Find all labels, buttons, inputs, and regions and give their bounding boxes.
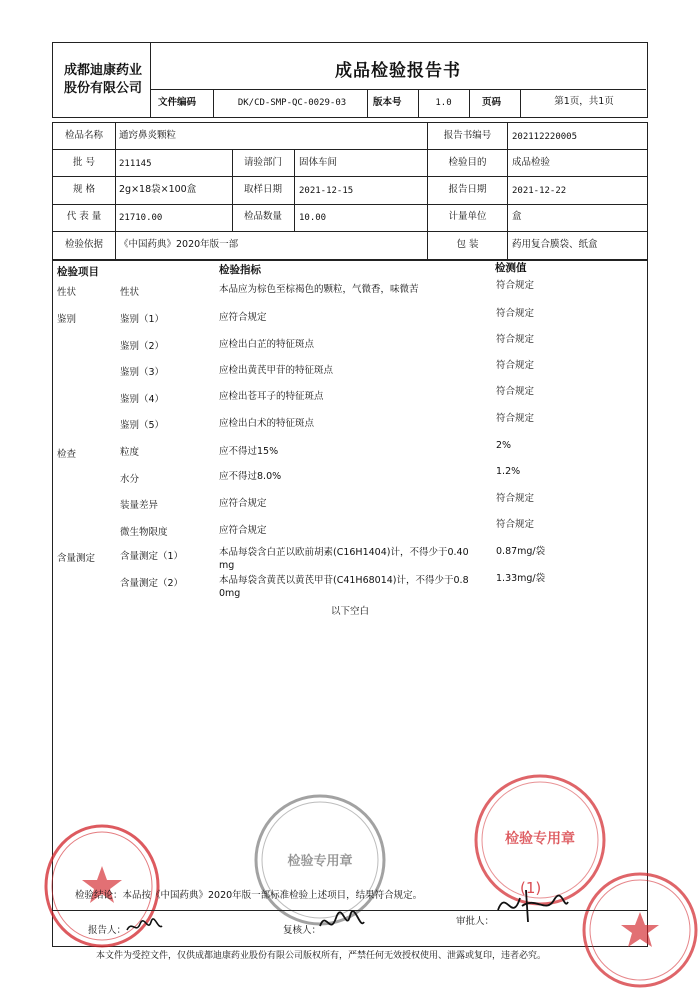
result-group: 含量测定	[57, 553, 96, 564]
result-spec: 应不得过8.0%	[219, 471, 282, 482]
result-value: 1.2%	[496, 466, 521, 477]
header-cell-divider	[469, 89, 470, 117]
result-value: 符合规定	[496, 493, 535, 504]
right-stamp-center-text: 检验专用章	[505, 831, 575, 847]
result-spec: 本品应为棕色至棕褐色的颗粒，气微香，味微苦	[219, 284, 419, 295]
report-date-label: 报告日期	[448, 184, 487, 195]
col-value-header: 检测值	[495, 262, 527, 274]
batch-label: 批 号	[72, 157, 96, 168]
result-spec: 应符合规定	[219, 498, 267, 509]
rep-qty-label: 代 表 量	[66, 211, 102, 222]
report-no-label: 报告书编号	[443, 130, 492, 141]
result-value: 符合规定	[496, 519, 535, 530]
product-name-label: 检品名称	[64, 130, 103, 141]
header-cell-divider	[418, 89, 419, 117]
approver-label: 审批人：	[456, 916, 495, 927]
result-item: 鉴别（4）	[120, 394, 165, 405]
approver-signature-graphic	[492, 880, 572, 930]
approver-signature	[492, 880, 572, 934]
purpose-label: 检验目的	[448, 157, 487, 168]
result-item: 粒度	[120, 447, 140, 458]
info-row-line	[52, 231, 647, 232]
reviewer-signature-graphic	[316, 906, 368, 940]
product-name-value: 通窍鼻炎颗粒	[119, 130, 177, 141]
sample-qty-label: 检品数量	[243, 211, 282, 222]
page-label: 页码	[482, 97, 502, 108]
result-spec: 应不得过15%	[219, 446, 279, 457]
result-spec-cont: mg	[219, 560, 235, 571]
batch-value: 211145	[119, 159, 152, 169]
far-right-quality-stamp	[578, 870, 700, 990]
company-name	[58, 62, 148, 98]
basis-label: 检验依据	[64, 239, 103, 250]
header-cell-divider	[520, 89, 521, 117]
info-row-line	[52, 176, 647, 177]
reporter-label: 报告人：	[88, 925, 127, 936]
dept-label: 请验部门	[243, 157, 282, 168]
purpose-value: 成品检验	[512, 157, 551, 168]
info-row-line	[52, 204, 647, 205]
result-item: 水分	[120, 474, 140, 485]
result-value: 符合规定	[496, 280, 535, 291]
package-label: 包 装	[456, 239, 479, 250]
conclusion-text: 检验结论：本品按《中国药典》2020年版一部标准检验上述项目，结果符合规定。	[75, 890, 423, 901]
result-value: 符合规定	[496, 334, 535, 345]
page-value: 第1页，共1页	[554, 96, 614, 107]
result-group: 检查	[57, 449, 77, 460]
result-value: 符合规定	[496, 413, 535, 424]
blank-note: 以下空白	[330, 606, 369, 617]
middle-stamp-center-text: 检验专用章	[287, 854, 353, 869]
basis-value: 《中国药典》2020年版一部	[119, 239, 239, 250]
sample-date-value: 2021-12-15	[299, 186, 354, 196]
result-item: 鉴别（3）	[120, 367, 165, 378]
reviewer-signature	[316, 906, 368, 944]
company-name-line2: 股份有限公司	[63, 81, 142, 96]
result-value: 符合规定	[496, 386, 535, 397]
result-value: 0.87mg/袋	[496, 546, 546, 557]
header-hline	[150, 89, 646, 90]
far-right-quality-stamp-graphic	[578, 870, 700, 990]
rep-qty-value: 21710.00	[119, 213, 163, 223]
reporter-signature	[124, 914, 164, 944]
result-value: 符合规定	[496, 360, 535, 371]
result-spec: 本品每袋含黄芪以黄芪甲苷(C41H68014)计，不得少于0.8	[219, 575, 469, 586]
unit-label: 计量单位	[448, 211, 487, 222]
package-value: 药用复合膜袋、纸盒	[512, 239, 598, 250]
result-value: 1.33mg/袋	[496, 573, 546, 584]
version-label: 版本号	[373, 97, 402, 108]
report-title: 成品检验报告书	[335, 61, 461, 81]
info-col-line	[115, 122, 116, 260]
result-value: 2%	[496, 440, 512, 451]
info-col-line	[507, 122, 508, 260]
doc-code-value: DK/CD-SMP-QC-0029-03	[237, 98, 347, 108]
report-no-value: 202112220005	[512, 132, 578, 142]
sample-date-label: 取样日期	[243, 184, 282, 195]
result-spec: 应检出苍耳子的特征斑点	[219, 391, 324, 402]
reviewer-label: 复核人：	[283, 925, 322, 936]
company-name-line1: 成都迪康药业	[63, 63, 142, 78]
col-item-header: 检验项目	[57, 266, 99, 278]
info-row-line	[52, 149, 647, 150]
result-item: 鉴别（2）	[120, 341, 165, 352]
result-item: 含量测定（1）	[120, 551, 184, 562]
info-col-line	[427, 122, 428, 260]
reporter-signature-graphic	[124, 914, 164, 940]
result-item: 含量测定（2）	[120, 578, 184, 589]
col-spec-header: 检验指标	[219, 264, 261, 276]
result-group: 性状	[57, 287, 77, 298]
spec-value: 2g×18袋×100盒	[119, 184, 197, 195]
info-col-line	[232, 149, 233, 232]
report-date-value: 2021-12-22	[512, 186, 567, 196]
result-spec: 本品每袋含白芷以欧前胡素(C16H1404)计，不得少于0.40	[219, 547, 469, 558]
info-col-line	[294, 149, 295, 232]
result-item: 性状	[120, 287, 140, 298]
result-spec: 应符合规定	[219, 525, 267, 536]
result-item: 装量差异	[120, 500, 159, 511]
header-cell-divider	[213, 89, 214, 117]
doc-code-label: 文件编码	[158, 97, 197, 108]
result-item: 微生物限度	[120, 527, 168, 538]
result-item: 鉴别（1）	[120, 314, 165, 325]
result-spec: 应符合规定	[219, 312, 267, 323]
sample-qty-value: 10.00	[299, 213, 327, 223]
result-value: 符合规定	[496, 308, 535, 319]
result-item: 鉴别（5）	[120, 420, 165, 431]
version-value: 1.0	[435, 98, 452, 108]
result-spec: 应检出黄芪甲苷的特征斑点	[219, 365, 334, 376]
result-spec: 应检出白芷的特征斑点	[219, 339, 315, 350]
dept-value: 固体车间	[299, 157, 338, 168]
unit-value: 盒	[512, 211, 522, 222]
result-spec-cont: 0mg	[219, 588, 241, 599]
result-spec: 应检出白术的特征斑点	[219, 418, 315, 429]
copyright-notice: 本文件为受控文件，仅供成都迪康药业股份有限公司版权所有，严禁任何无效授权使用、泄露或复印，违者必究。	[96, 951, 547, 961]
spec-label: 规 格	[72, 184, 96, 195]
result-group: 鉴别	[57, 314, 77, 325]
header-cell-divider	[367, 89, 368, 117]
right-stamp-number: (1)	[520, 879, 542, 897]
